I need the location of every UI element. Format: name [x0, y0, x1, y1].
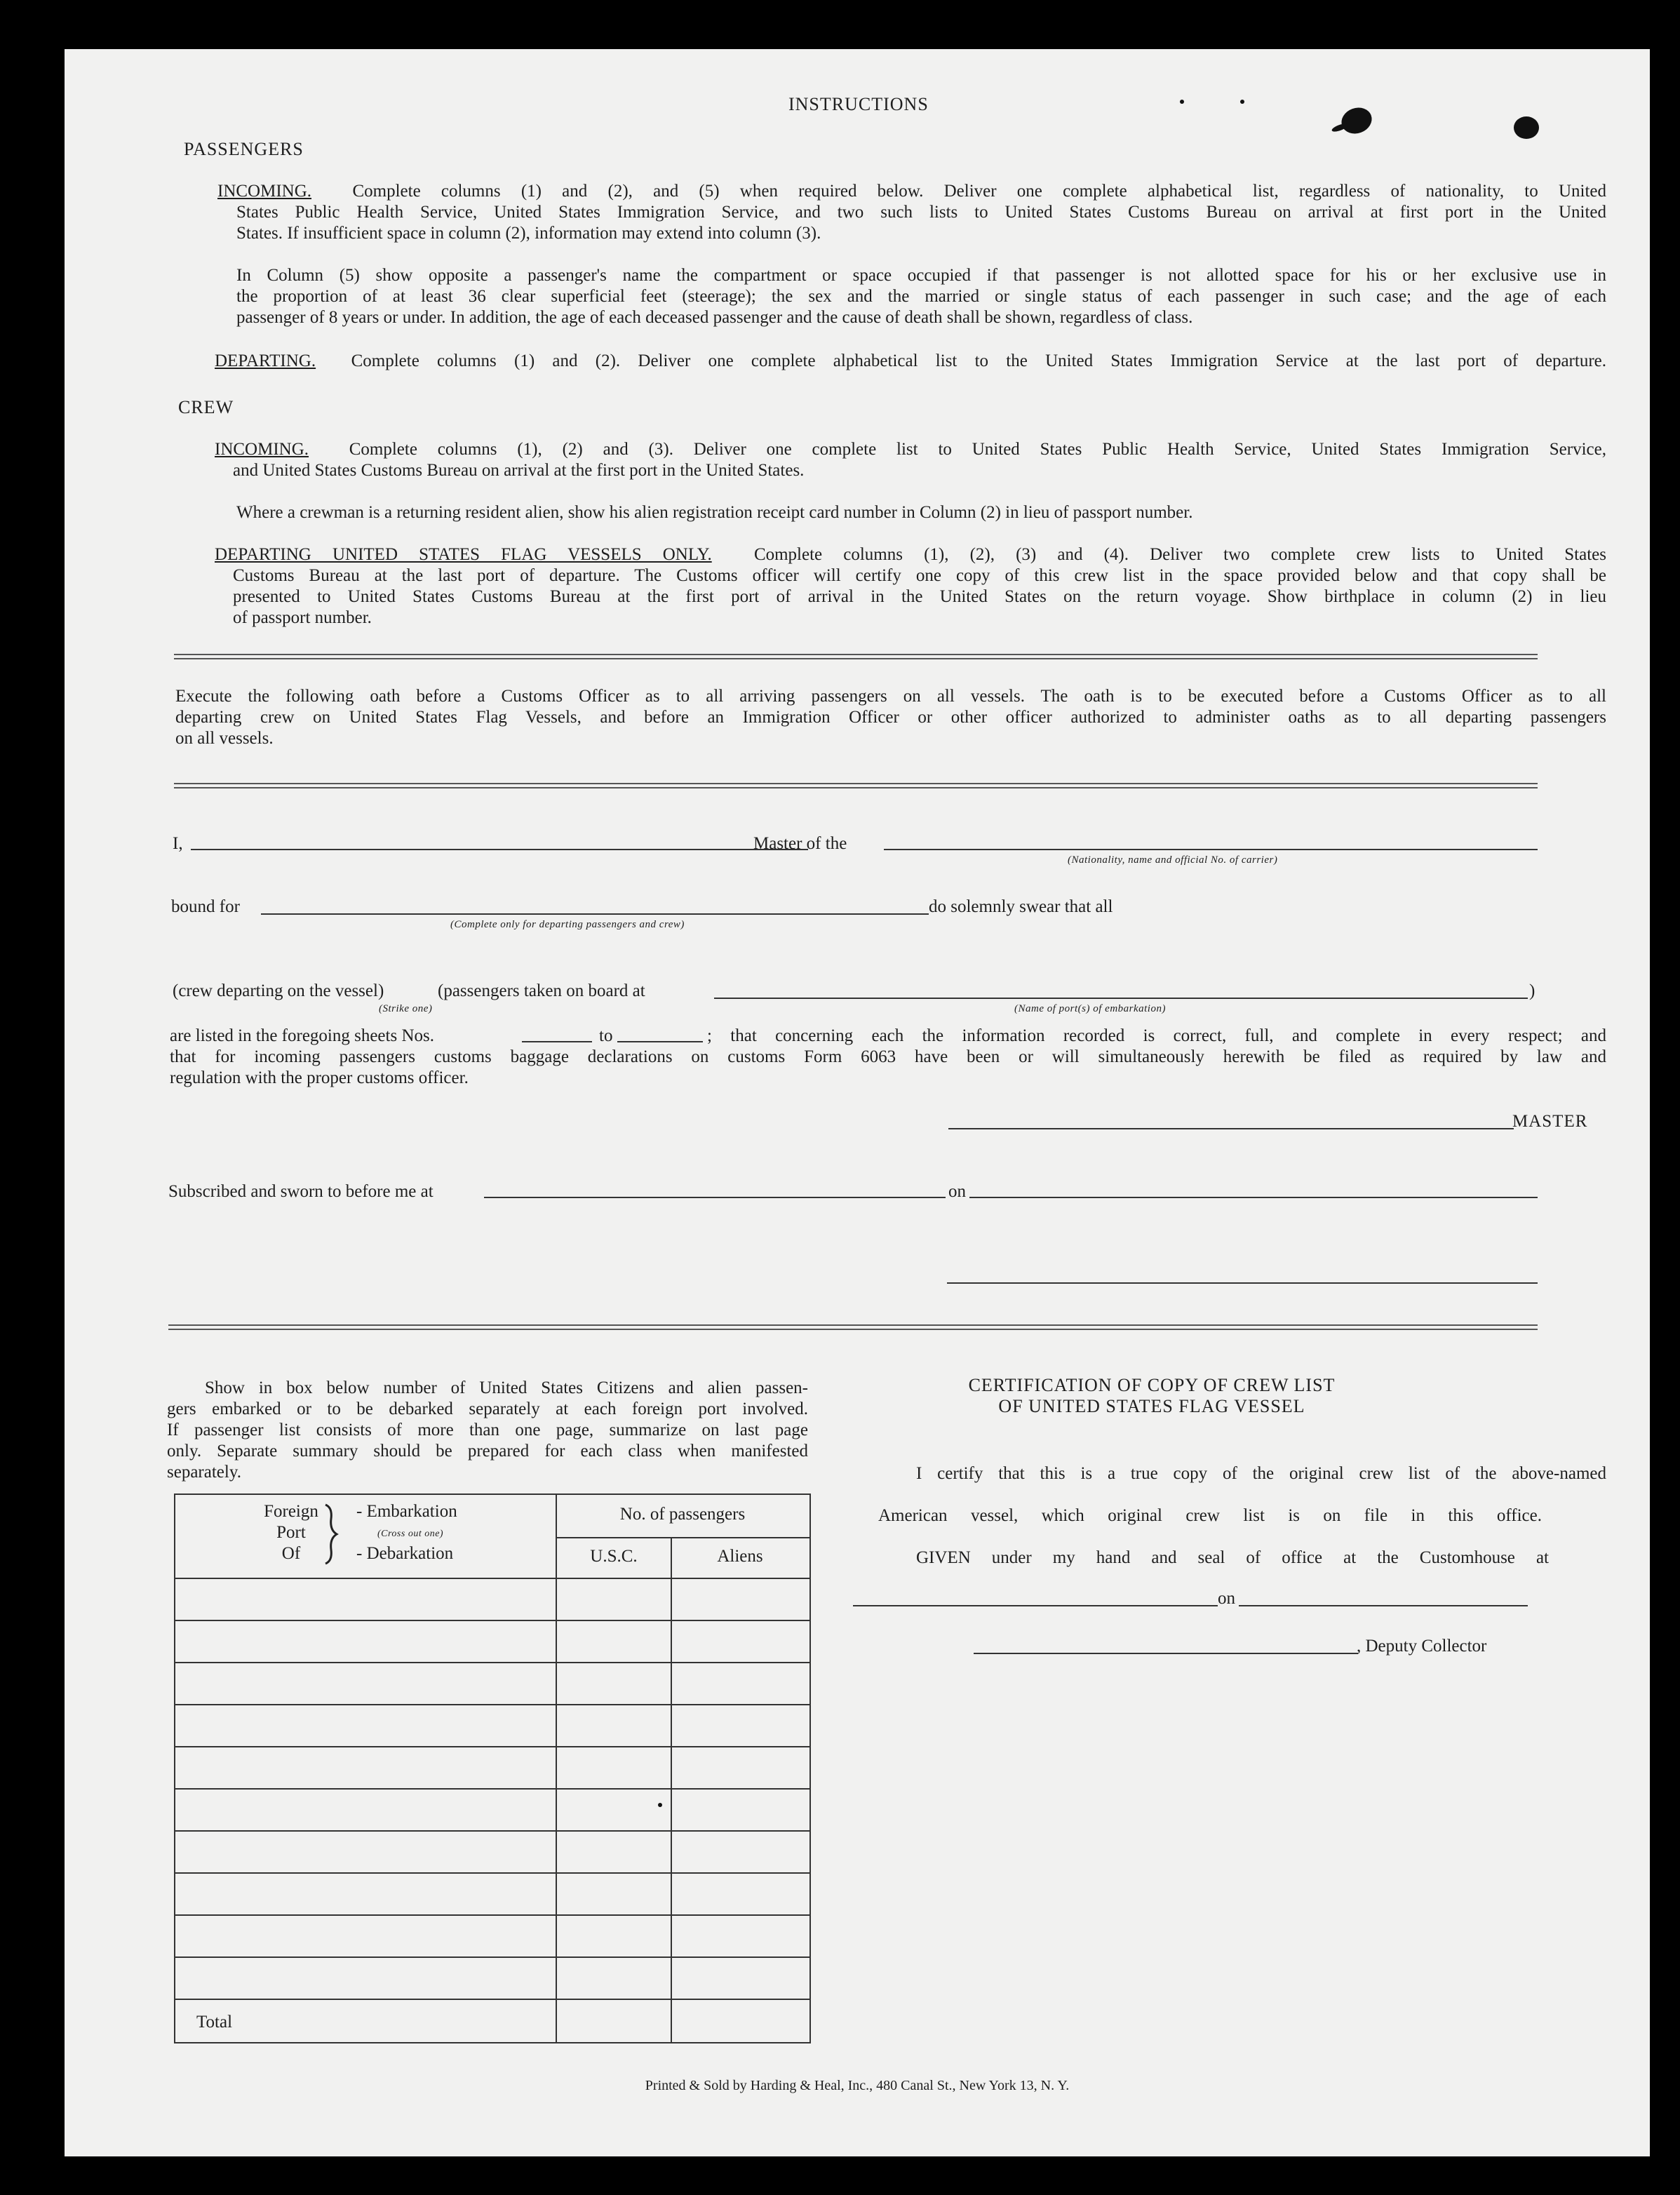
table-row-line	[175, 1914, 809, 1916]
passengers-incoming-line: Complete columns (1) and (2), and (5) when required below. Deliver one complete alphabetical list, regardless of nationality, to United	[352, 182, 1607, 201]
sheet-to-field[interactable]	[617, 1041, 703, 1042]
sheet-from-field[interactable]	[522, 1041, 592, 1042]
bound-for-field[interactable]	[261, 913, 929, 915]
certification-date-field[interactable]	[1239, 1605, 1528, 1606]
certify-line: American vessel, which original crew list is on file in this office.	[878, 1506, 1542, 1525]
i-label: I,	[173, 834, 183, 853]
oath-intro-line: on all vessels.	[175, 729, 274, 748]
summary-note-line: If passenger list consists of more than one page, summarize on last page	[167, 1421, 808, 1439]
ink-blot	[1338, 104, 1376, 138]
subscribed-label: Subscribed and sworn to before me at	[168, 1182, 434, 1201]
flag-vessels-line: Customs Bureau at the last port of departure. The Customs officer will certify one copy of this crew list in the space provided below and that copy shall be	[233, 566, 1606, 585]
col-port: Port	[276, 1523, 306, 1542]
table-divider	[556, 1495, 557, 2042]
flag-vessels-line: of passport number.	[233, 608, 372, 627]
col-of: Of	[281, 1544, 301, 1563]
passengers-incoming-line: States Public Health Service, United States Immigration Service, and two such lists to United States Customs Bureau on arrival at first port in the United	[236, 203, 1606, 222]
passengers-departing-label: DEPARTING.	[215, 351, 316, 370]
crew-departing-label: (crew departing on the vessel)	[173, 981, 384, 1000]
table-row-line	[175, 1620, 809, 1621]
sworn-place-field[interactable]	[484, 1197, 946, 1198]
passengers-heading: PASSENGERS	[184, 139, 304, 159]
given-line: GIVEN under my hand and seal of office at the Customhouse at	[916, 1548, 1549, 1567]
bound-note: (Complete only for departing passengers and crew)	[450, 919, 685, 930]
listed-label: are listed in the foregoing sheets Nos.	[170, 1026, 434, 1045]
total-label: Total	[196, 2013, 233, 2032]
master-signature-field[interactable]	[948, 1128, 1514, 1129]
summary-note-line: separately.	[167, 1463, 241, 1482]
divider-double	[174, 654, 1538, 659]
instructions-title: INSTRUCTIONS	[788, 94, 929, 114]
flag-vessels-line: Complete columns (1), (2), (3) and (4). Deliver two complete crew lists to United States	[753, 545, 1606, 564]
passengers-departing	[215, 351, 1606, 372]
column5-line: In Column (5) show opposite a passenger's name the compartment or space occupied if that passenger is not allotted space for his or her exclusive use in	[236, 266, 1606, 285]
master-label: MASTER	[1512, 1112, 1588, 1131]
baggage-text: that for incoming passengers customs baggage declarations on customs Form 6063 have been or will simultaneously herewith be filed as required by law and	[170, 1047, 1606, 1066]
listed-rest: ; that concerning each the information recorded is correct, full, and complete in every respect; and	[707, 1026, 1606, 1045]
flag-vessels	[215, 544, 1606, 565]
ink-speck	[1240, 100, 1244, 104]
flag-vessels-label: DEPARTING UNITED STATES FLAG VESSELS ONLY.	[215, 545, 712, 564]
col-no-passengers: No. of passengers	[619, 1505, 746, 1524]
col-aliens: Aliens	[717, 1547, 763, 1566]
table-row-line	[175, 1788, 809, 1790]
column5-line: passenger of 8 years or under. In addition, the age of each deceased passenger and the cause of death shall be shown, regardless of class.	[236, 308, 1193, 327]
passengers-incoming-line: States. If insufficient space in column (2), information may extend into column (3).	[236, 224, 821, 243]
passengers-incoming-label: INCOMING.	[217, 182, 312, 201]
crew-incoming-line: and United States Customs Bureau on arrival at the first port in the United States.	[233, 461, 805, 480]
table-divider	[175, 1578, 809, 1579]
col-foreign: Foreign	[264, 1502, 318, 1521]
bound-for-label: bound for	[171, 897, 240, 916]
col-debarkation: - Debarkation	[356, 1544, 454, 1563]
officer-signature-field[interactable]	[947, 1282, 1538, 1284]
customhouse-field[interactable]	[853, 1605, 1218, 1606]
certification-on-label: on	[1218, 1589, 1235, 1608]
form-sheet	[65, 49, 1650, 2156]
passenger-summary-table	[174, 1493, 811, 2043]
summary-note-line: Show in box below number of United States Citizens and alien passen-	[205, 1378, 808, 1397]
passengers-incoming-block	[217, 181, 1606, 202]
table-divider	[671, 1537, 672, 2042]
deputy-collector-label: , Deputy Collector	[1357, 1637, 1487, 1656]
crew-incoming-label: INCOMING.	[215, 440, 309, 459]
cross-out-note: (Cross out one)	[377, 1529, 444, 1539]
to-label: to	[599, 1026, 613, 1045]
divider-double	[174, 783, 1538, 788]
oath-intro-line: Execute the following oath before a Customs Officer as to all arriving passengers on all vessels. The oath is to be executed before a Customs Officer as to all	[175, 687, 1606, 706]
column5-line: the proportion of at least 36 clear superficial feet (steerage); the sex and the married or single status of each passenger in such case; and the age of each	[236, 287, 1606, 306]
col-embarkation: - Embarkation	[356, 1502, 457, 1521]
brace-icon	[321, 1502, 342, 1566]
table-row-line	[175, 1662, 809, 1663]
carrier-note: (Nationality, name and official No. of carrier)	[1068, 854, 1278, 866]
sworn-date-field[interactable]	[969, 1197, 1538, 1198]
table-row-line	[175, 1830, 809, 1832]
certification-title-line: OF UNITED STATES FLAG VESSEL	[998, 1396, 1305, 1416]
regulation-text: regulation with the proper customs officer.	[170, 1068, 469, 1087]
strike-note: (Strike one)	[379, 1003, 433, 1014]
summary-note-line: only. Separate summary should be prepared for each class when manifested	[167, 1442, 808, 1461]
carrier-field[interactable]	[884, 849, 1538, 850]
flag-vessels-line: presented to United States Customs Bureau at the first port of arrival in the United States on the return voyage. Show birthplace in column (2) in lieu	[233, 587, 1606, 606]
embarkation-ports-field[interactable]	[714, 998, 1528, 999]
master-of-label: Master of the	[753, 834, 847, 853]
passengers-departing-text: Complete columns (1) and (2). Deliver one complete alphabetical list to the United States Immigration Service at the last port of departure.	[351, 351, 1606, 370]
table-row-line	[175, 1999, 809, 2000]
close-paren: )	[1529, 981, 1535, 1000]
master-name-field[interactable]	[191, 849, 808, 850]
deputy-signature-field[interactable]	[974, 1653, 1358, 1654]
ink-blot	[1514, 116, 1539, 139]
table-row-line	[175, 1872, 809, 1874]
col-usc: U.S.C.	[590, 1547, 638, 1566]
table-row-line	[175, 1704, 809, 1705]
divider-double	[168, 1324, 1538, 1330]
passengers-taken-label: (passengers taken on board at	[438, 981, 645, 1000]
table-divider	[556, 1537, 809, 1538]
certification-title-line: CERTIFICATION OF COPY OF CREW LIST	[968, 1375, 1336, 1395]
ink-speck	[1180, 100, 1184, 104]
crew-incoming-line: Complete columns (1), (2) and (3). Deliver one complete list to United States Public Health Service, United States Immigration Service,	[349, 440, 1606, 459]
ports-note: (Name of port(s) of embarkation)	[1014, 1003, 1166, 1014]
crew-incoming	[215, 439, 1606, 460]
certification-title	[871, 1375, 1432, 1417]
crewman-note: Where a crewman is a returning resident alien, show his alien registration receipt card number in Column (2) in lieu of passport number.	[236, 503, 1193, 522]
certify-line: I certify that this is a true copy of the original crew list of the above-named	[916, 1464, 1606, 1483]
printer-footer: Printed & Sold by Harding & Heal, Inc., 480 Canal St., New York 13, N. Y.	[645, 2078, 1070, 2093]
crew-heading: CREW	[178, 397, 234, 417]
oath-intro-line: departing crew on United States Flag Vessels, and before an Immigration Officer or other officer authorized to administer oaths as to all departing passengers	[175, 708, 1606, 727]
sworn-on-label: on	[948, 1182, 966, 1201]
table-row-line	[175, 1956, 809, 1958]
table-row-line	[175, 1746, 809, 1747]
summary-note-line: gers embarked or to be debarked separately at each foreign port involved.	[167, 1399, 808, 1418]
swear-label: do solemnly swear that all	[929, 897, 1113, 916]
